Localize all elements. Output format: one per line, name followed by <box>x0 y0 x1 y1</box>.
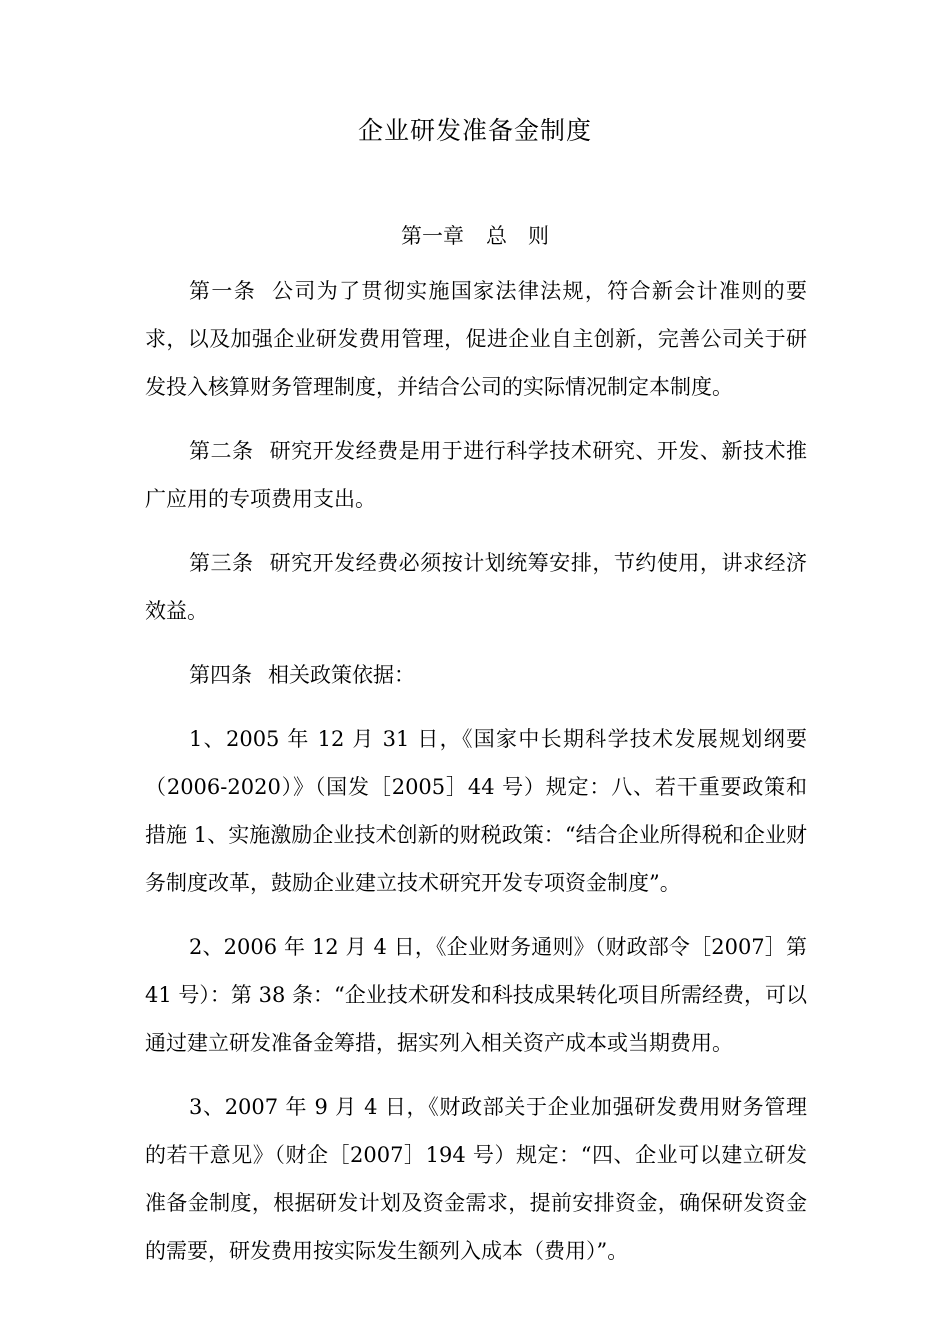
chapter-number: 第一章 <box>401 224 464 248</box>
policy-item-1: 1、2005 年 12 月 31 日，《国家中长期科学技术发展规划纲要（2006-2020）》（国发［2005］44 号）规定：八、若干重要政策和措施 1、实施激励企业技术创新的财税政策：“结合企业所得税和企业财务制度改革，鼓励企业建立技术研究开发专项资金制度”。 <box>145 727 807 895</box>
article-text: 相关政策依据： <box>268 663 415 687</box>
article-label: 第一条 <box>189 279 257 303</box>
article-label: 第二条 <box>189 439 254 463</box>
article-2 <box>145 427 807 523</box>
policy-item-2: 2、2006 年 12 月 4 日，《企业财务通则》（财政部令［2007］第 41 号）：第 38 条：“企业技术研发和科技成果转化项目所需经费，可以通过建立研发准备金筹措，据实列入相关资产成本或当期费用。 <box>145 935 807 1055</box>
article-text: 研究开发经费是用于进行科学技术研究、开发、新技术推广应用的专项费用支出。 <box>145 439 808 511</box>
document-body <box>145 267 807 1291</box>
article-text: 研究开发经费必须按计划统筹安排，节约使用，讲求经济效益。 <box>145 551 808 623</box>
article-label: 第三条 <box>189 551 254 575</box>
policy-item-3: 3、2007 年 9 月 4 日，《财政部关于企业加强研发费用财务管理的若干意见》（财企［2007］194 号）规定：“四、企业可以建立研发准备金制度，根据研发计划及资金需求，提前安排资金，确保研发资金的需要，研发费用按实际发生额列入成本（费用）”。 <box>145 1095 807 1263</box>
article-3 <box>145 539 807 635</box>
article-text: 公司为了贯彻实施国家法律法规，符合新会计准则的要求，以及加强企业研发费用管理，促进企业自主创新，完善公司关于研发投入核算财务管理制度，并结合公司的实际情况制定本制度。 <box>145 279 808 399</box>
article-label: 第四条 <box>189 663 252 687</box>
document-title: 企业研发准备金制度 <box>357 116 592 145</box>
article-1 <box>145 267 807 411</box>
chapter-name: 总 则 <box>486 224 549 248</box>
article-4 <box>145 651 807 699</box>
chapter-heading <box>0 220 950 252</box>
